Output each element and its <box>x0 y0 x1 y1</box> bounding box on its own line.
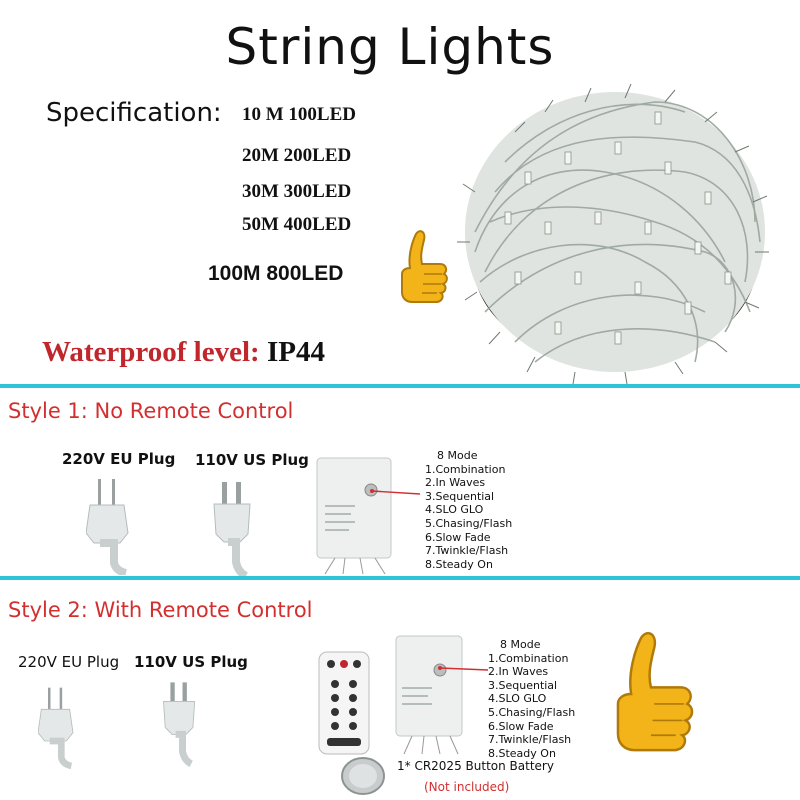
waterproof-line <box>42 336 325 369</box>
style2-title: Style 2: With Remote Control <box>8 598 313 622</box>
style2-modes-list <box>488 638 575 760</box>
mode-item: 1.Combination <box>488 651 569 665</box>
style2-eu-plug-label: 220V EU Plug <box>18 653 120 671</box>
pointer-line <box>438 663 490 677</box>
battery-label: 1* CR2025 Button Battery <box>397 759 554 773</box>
eu-plug-icon <box>38 680 88 772</box>
us-plug-icon <box>210 480 270 580</box>
spec-highlight: 100M 800LED <box>208 262 344 285</box>
thumbs-up-icon <box>390 228 448 308</box>
mode-item: 7.Twinkle/Flash <box>488 733 572 747</box>
controller-box-icon <box>392 630 472 758</box>
mode-item: 5.Chasing/Flash <box>425 516 513 530</box>
mode-item: 8.Steady On <box>425 557 493 571</box>
mode-item: 8.Steady On <box>488 746 556 760</box>
controller-box-icon <box>315 456 395 576</box>
section-divider <box>0 384 800 388</box>
mode-item: 6.Slow Fade <box>425 530 491 544</box>
mode-item: 6.Slow Fade <box>488 719 554 733</box>
mode-item: 2.In Waves <box>488 665 549 679</box>
mode-item: 4.SLO GLO <box>488 692 547 706</box>
page-title: String Lights <box>225 18 555 76</box>
style1-eu-plug-label: 220V EU Plug <box>62 450 176 468</box>
waterproof-label: Waterproof level: <box>42 336 260 368</box>
thumbs-up-icon <box>588 628 704 760</box>
style1-modes-list <box>425 449 512 571</box>
mode-item: 1.Combination <box>425 462 506 476</box>
waterproof-value: IP44 <box>266 336 325 368</box>
spec-item: 50M 400LED <box>242 214 352 235</box>
style2-us-plug-label: 110V US Plug <box>134 653 248 671</box>
modes-title: 8 Mode <box>437 449 478 462</box>
mode-item: 7.Twinkle/Flash <box>425 544 509 558</box>
spec-item: 20M 200LED <box>242 145 352 166</box>
mode-item: 4.SLO GLO <box>425 503 484 517</box>
spec-item: 30M 300LED <box>242 181 352 202</box>
modes-title: 8 Mode <box>500 638 541 651</box>
pointer-line <box>370 486 422 500</box>
mode-item: 3.Sequential <box>488 678 558 692</box>
specification-label: Specification: <box>46 98 222 128</box>
spec-item: 10 M 100LED <box>242 104 356 125</box>
style1-us-plug-label: 110V US Plug <box>195 451 309 469</box>
section-divider <box>0 576 800 580</box>
eu-plug-icon <box>86 475 146 575</box>
mode-item: 5.Chasing/Flash <box>488 705 576 719</box>
mode-item: 3.Sequential <box>425 489 495 503</box>
not-included-label: (Not included) <box>424 780 510 794</box>
button-battery-icon <box>340 756 386 796</box>
style1-title: Style 1: No Remote Control <box>8 399 294 423</box>
mode-item: 2.In Waves <box>425 476 486 490</box>
string-lights-image <box>455 72 775 387</box>
remote-control-icon <box>317 650 371 756</box>
us-plug-icon <box>160 676 212 772</box>
